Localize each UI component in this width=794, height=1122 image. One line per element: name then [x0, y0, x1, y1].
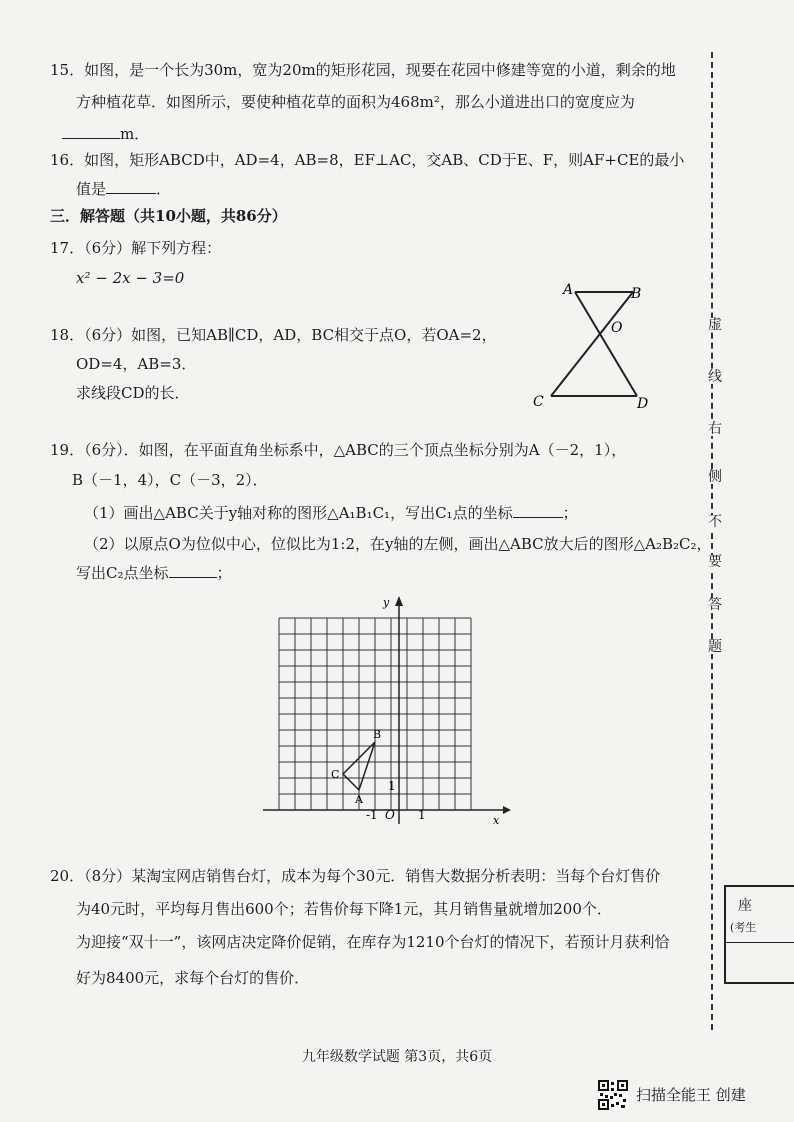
q17-equation: x² − 2x − 3=0 — [76, 269, 185, 287]
q17-stem: 17．（6分）解下列方程： — [50, 239, 222, 257]
q18-segment-bc — [551, 292, 633, 396]
q18-line1: 18．（6分）如图，已知AB∥CD，AD，BC相交于点O，若OA=2， — [50, 326, 497, 344]
q19-part2-line2 — [76, 563, 232, 583]
x-axis-label: x — [493, 814, 500, 827]
q16-suffix: ． — [156, 180, 172, 198]
q19-part1 — [84, 503, 578, 523]
q15-line2: 方种植花草．如图所示，要使种植花草的面积为468m²，那么小道进出口的宽度应为 — [76, 93, 635, 111]
q18-figure — [525, 278, 650, 413]
grid-label-b: B — [373, 728, 382, 741]
q19-coordinate-grid — [255, 590, 515, 830]
q19-line1: 19．（6分）．如图，在平面直角坐标系中，△ABC的三个顶点坐标分别为A（－2，1）， — [50, 441, 627, 459]
side-char-1: 虚 — [708, 317, 722, 333]
q16-line2 — [76, 179, 171, 199]
scanner-text: 扫描全能王 创建 — [636, 1086, 746, 1104]
x-axis-arrow — [503, 806, 511, 814]
q19-line2: B（－1，4），C（－3，2）． — [72, 471, 268, 489]
tick-label-x-1: 1 — [418, 808, 426, 822]
grid-label-c: C — [331, 768, 340, 781]
q19-c2-blank[interactable] — [169, 563, 217, 578]
q15-answer-line — [62, 124, 149, 144]
q20-line4: 好为8400元，求每个台灯的售价． — [76, 969, 310, 987]
side-char-4: 侧 — [708, 469, 722, 485]
cut-line — [711, 52, 713, 1030]
q19-c1-blank[interactable] — [513, 503, 563, 518]
y-axis-label: y — [383, 596, 390, 609]
q18-line3: 求线段CD的长． — [76, 384, 190, 402]
q19-part2-suffix: ； — [216, 564, 232, 582]
side-char-2: 线 — [708, 369, 722, 385]
grid-label-a: A — [355, 793, 363, 806]
section3-heading: 三．解答题（共10小题，共86分） — [50, 207, 287, 225]
side-char-8: 题 — [708, 639, 722, 655]
q18-label-o: O — [611, 320, 623, 336]
tick-label-y-1: 1 — [388, 779, 396, 793]
q15-line1: 15．如图，是一个长为30m，宽为20m的矩形花园，现要在花园中修建等宽的小道，剩余的地 — [50, 61, 676, 79]
q20-line1: 20．（8分）某淘宝网店销售台灯，成本为每个30元．销售大数据分析表明：当每个台灯售价 — [50, 867, 661, 885]
q15-answer-blank[interactable] — [62, 124, 120, 139]
page-footer: 九年级数学试题 第3页，共6页 — [301, 1049, 493, 1065]
q15-unit: m． — [120, 125, 150, 143]
y-axis-arrow — [395, 596, 403, 606]
q19-part1-suffix: ； — [562, 504, 578, 522]
q18-label-c: C — [533, 394, 544, 410]
side-char-3: 右 — [708, 421, 722, 437]
qr-code-icon — [598, 1080, 628, 1110]
seat-note: (考生 — [730, 921, 757, 934]
q18-label-a: A — [563, 282, 574, 298]
seat-number-box — [724, 885, 794, 984]
side-char-6: 要 — [708, 554, 722, 570]
q16-line1: 16．如图，矩形ABCD中，AD=4，AB=8，EF⊥AC，交AB、CD于E、F，则AF+CE的最小 — [50, 151, 685, 169]
q16-prefix: 值是 — [76, 180, 107, 198]
q16-answer-blank[interactable] — [106, 179, 156, 194]
q18-segment-ad — [575, 292, 637, 396]
q18-line2: OD=4，AB=3． — [76, 355, 197, 373]
q19-part1-text: （1）画出△ABC关于y轴对称的图形△A₁B₁C₁，写出C₁点的坐标 — [84, 504, 513, 522]
q18-label-b: B — [631, 286, 642, 302]
q19-part2-line2-text: 写出C₂点坐标 — [76, 564, 169, 582]
seat-box-divider — [726, 942, 794, 943]
q20-line2: 为40元时，平均每月售出600个；若售价每下降1元，其月销售量就增加200个． — [76, 900, 612, 918]
grid-lines — [279, 618, 471, 810]
q18-label-d: D — [637, 396, 649, 412]
origin-label: O — [385, 808, 395, 822]
tick-label-x-neg1: -1 — [366, 808, 378, 822]
side-char-5: 不 — [708, 514, 722, 530]
q20-line3: 为迎接“双十一”，该网店决定降价促销，在库存为1210个台灯的情况下，若预计月获利恰 — [76, 933, 670, 951]
seat-label: 座 — [738, 898, 752, 914]
q19-part2: （2）以原点O为位似中心，位似比为1:2，在y轴的左侧，画出△ABC放大后的图形△A₂B₂C₂， — [84, 535, 712, 553]
side-char-7: 答 — [708, 597, 722, 613]
